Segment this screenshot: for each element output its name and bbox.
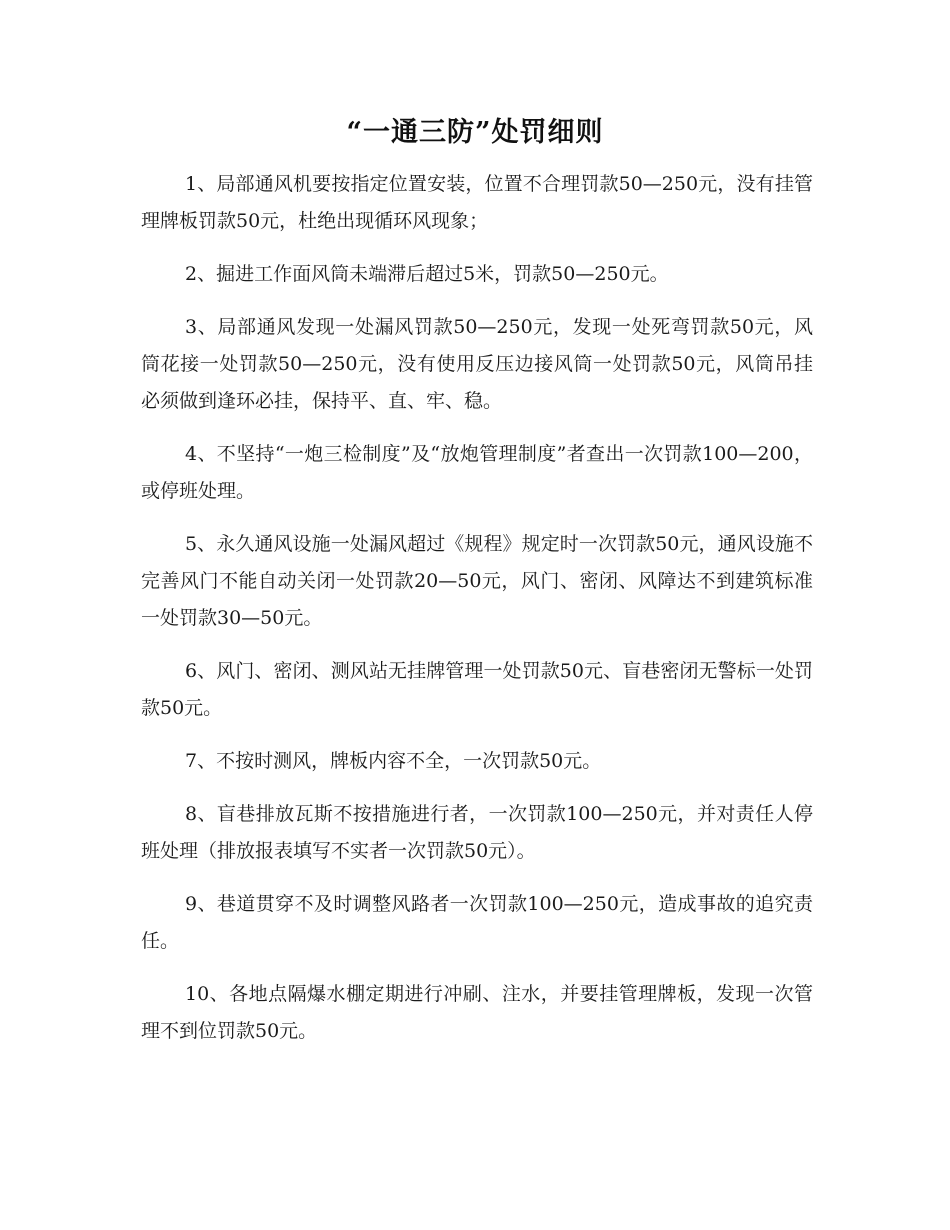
rule-paragraph-9: 9、巷道贯穿不及时调整风路者一次罚款100—250元，造成事故的追究责任。 [141,893,813,952]
rule-paragraph-1: 1、局部通风机要按指定位置安装，位置不合理罚款50—250元，没有挂管理牌板罚款50元，杜绝出现循环风现象； [141,173,813,232]
rule-paragraph-2: 2、掘进工作面风筒未端滞后超过5米，罚款50—250元。 [185,263,669,285]
rule-paragraph-10: 10、各地点隔爆水棚定期进行冲刷、注水，并要挂管理牌板，发现一次管理不到位罚款50元。 [141,983,813,1042]
rule-paragraph-8: 8、盲巷排放瓦斯不按措施进行者，一次罚款100—250元，并对责任人停班处理（排放报表填写不实者一次罚款50元）。 [141,803,813,862]
document-title: “一通三防”处罚细则 [346,117,604,148]
document-body [141,166,813,1066]
rule-paragraph-6: 6、风门、密闭、测风站无挂牌管理一处罚款50元、盲巷密闭无警标一处罚款50元。 [141,660,813,719]
rule-paragraph-7: 7、不按时测风，牌板内容不全，一次罚款50元。 [185,750,602,772]
rule-paragraph-3: 3、局部通风发现一处漏风罚款50—250元，发现一处死弯罚款50元，风筒花接一处罚款50—250元，没有使用反压边接风筒一处罚款50元，风筒吊挂必须做到逢环必挂，保持平、直、牢、稳。 [141,316,813,412]
rule-paragraph-4: 4、不坚持“一炮三检制度”及“放炮管理制度”者查出一次罚款100—200，或停班处理。 [141,443,813,502]
rule-paragraph-5: 5、永久通风设施一处漏风超过《规程》规定时一次罚款50元，通风设施不完善风门不能自动关闭一处罚款20—50元，风门、密闭、风障达不到建筑标准一处罚款30—50元。 [141,533,813,629]
